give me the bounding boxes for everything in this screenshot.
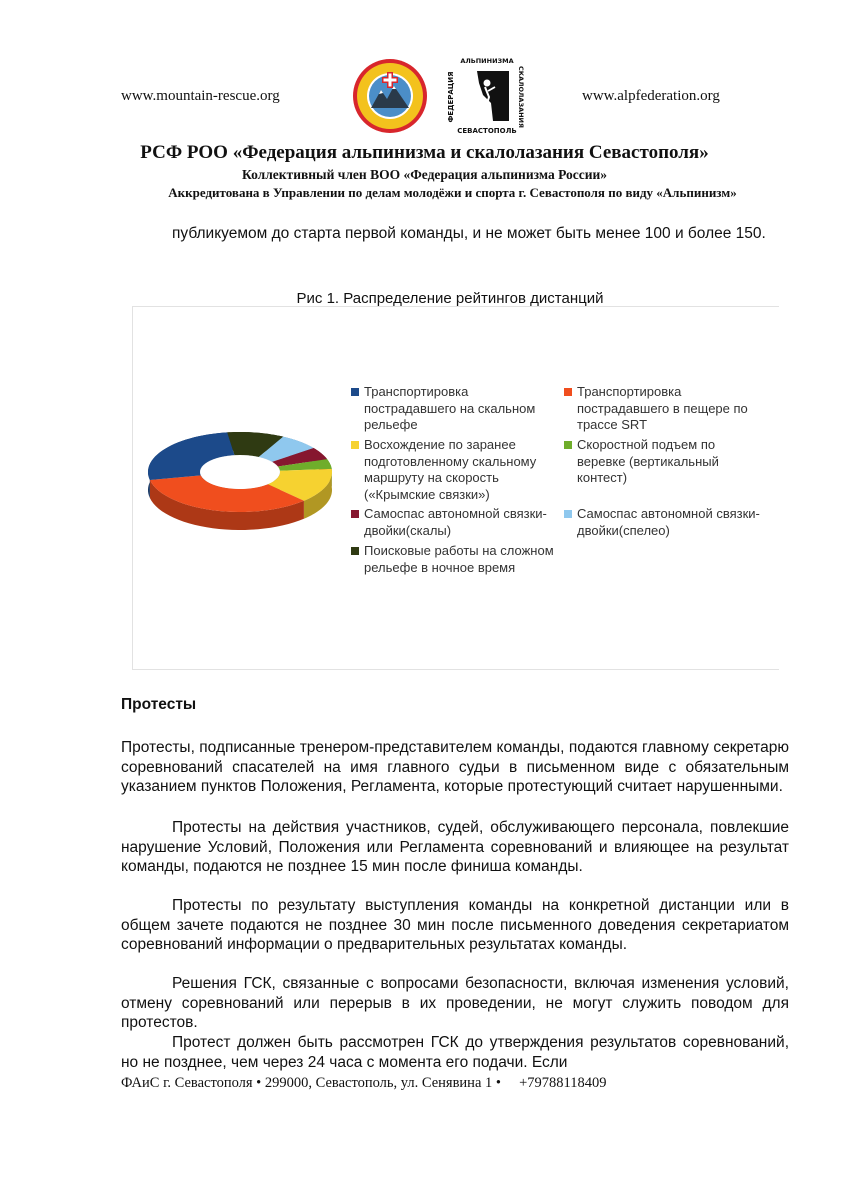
mountain-rescue-logo [352,58,428,134]
section-title: Протесты [121,696,197,713]
organization-subtitle: Коллективный член ВОО «Федерация альпинизма России» [241,167,608,182]
legend-item [364,384,564,434]
legend-label: Восхождение по заранее подготовленному скальному маршруту на скорость («Крымские связки») [364,437,537,502]
legend-swatch [351,510,359,518]
figure-caption: Рис 1. Распределение рейтингов дистанций [296,290,604,307]
legend-item [364,437,564,503]
legend-item [577,506,777,539]
legend-item [364,506,564,539]
paragraph: Протесты, подписанные тренером-представителем команды, подаются главному секретарю соревнований спасателей на имя главного судьи в письменном виде с обязательным указанием пунктов Положения, Регламента, которые протестующий считает нарушенными. [121,739,789,796]
paragraph: Протесты по результату выступления команды на конкретной дистанции или в общем зачете подаются не позднее 30 мин после письменного доведения секретариатом соревнований информации о предварительных результатах команды. [121,897,789,954]
organization-title: РСФ РОО «Федерация альпинизма и скалолазания Севастополя» [140,142,709,163]
paragraph: Решения ГСК, связанные с вопросами безопасности, включая изменения условий, отмену соревнований или перерыв в их проведении, не могут служить поводом для протестов. [121,975,789,1032]
legend-item [577,384,777,434]
legend-label: Транспортировка пострадавшего на скальном рельефе [364,384,536,432]
url-right[interactable]: www.alpfederation.org [582,88,720,104]
legend-swatch [564,441,572,449]
intro-paragraph: публикуемом до старта первой команды, и не может быть менее 100 и более 150. [172,225,766,242]
svg-text:ФЕДЕРАЦИЯ: ФЕДЕРАЦИЯ [447,71,455,123]
legend-item [364,543,564,576]
legend-label: Транспортировка пострадавшего в пещере по трассе SRT [577,384,748,432]
svg-text:АЛЬПИНИЗМА: АЛЬПИНИЗМА [460,57,514,65]
legend-label: Поисковые работы на сложном рельефе в ночное время [364,543,554,575]
paragraph: Протесты на действия участников, судей, обслуживающего персонала, повлекшие нарушение Условий, Положения или Регламента соревнований и влияющее на результат команды, подаются не позднее 15 мин после финиша команды. [121,819,789,876]
doughnut-hole [200,455,280,489]
legend-swatch [564,510,572,518]
legend-swatch [351,441,359,449]
alpfederation-logo [443,57,527,135]
svg-text:СЕВАСТОПОЛЬ: СЕВАСТОПОЛЬ [457,127,517,135]
legend-label: Самоспас автономной связки-двойки(скалы) [364,506,547,538]
url-left[interactable]: www.mountain-rescue.org [121,88,280,104]
svg-text:СКАЛОЛАЗАНИЯ: СКАЛОЛАЗАНИЯ [517,65,525,129]
doughnut-chart [140,420,340,550]
legend-swatch [351,547,359,555]
legend-swatch [564,388,572,396]
legend-label: Скоростной подъем по веревке (вертикальный контест) [577,437,719,485]
legend-item [577,437,757,487]
legend-label: Самоспас автономной связки-двойки(спелео) [577,506,760,538]
legend-swatch [351,388,359,396]
paragraph: Протест должен быть рассмотрен ГСК до утверждения результатов соревнований, но не позднее, чем через 24 часа с момента его подачи. Если [121,1034,789,1071]
accreditation-line: Аккредитована в Управлении по делам молодёжи и спорта г. Севастополя по виду «Альпинизм» [168,185,737,200]
footer-contact: ФАиС г. Севастополя • 299000, Севастополь, ул. Сенявина 1 • +79788118409 [121,1075,607,1091]
